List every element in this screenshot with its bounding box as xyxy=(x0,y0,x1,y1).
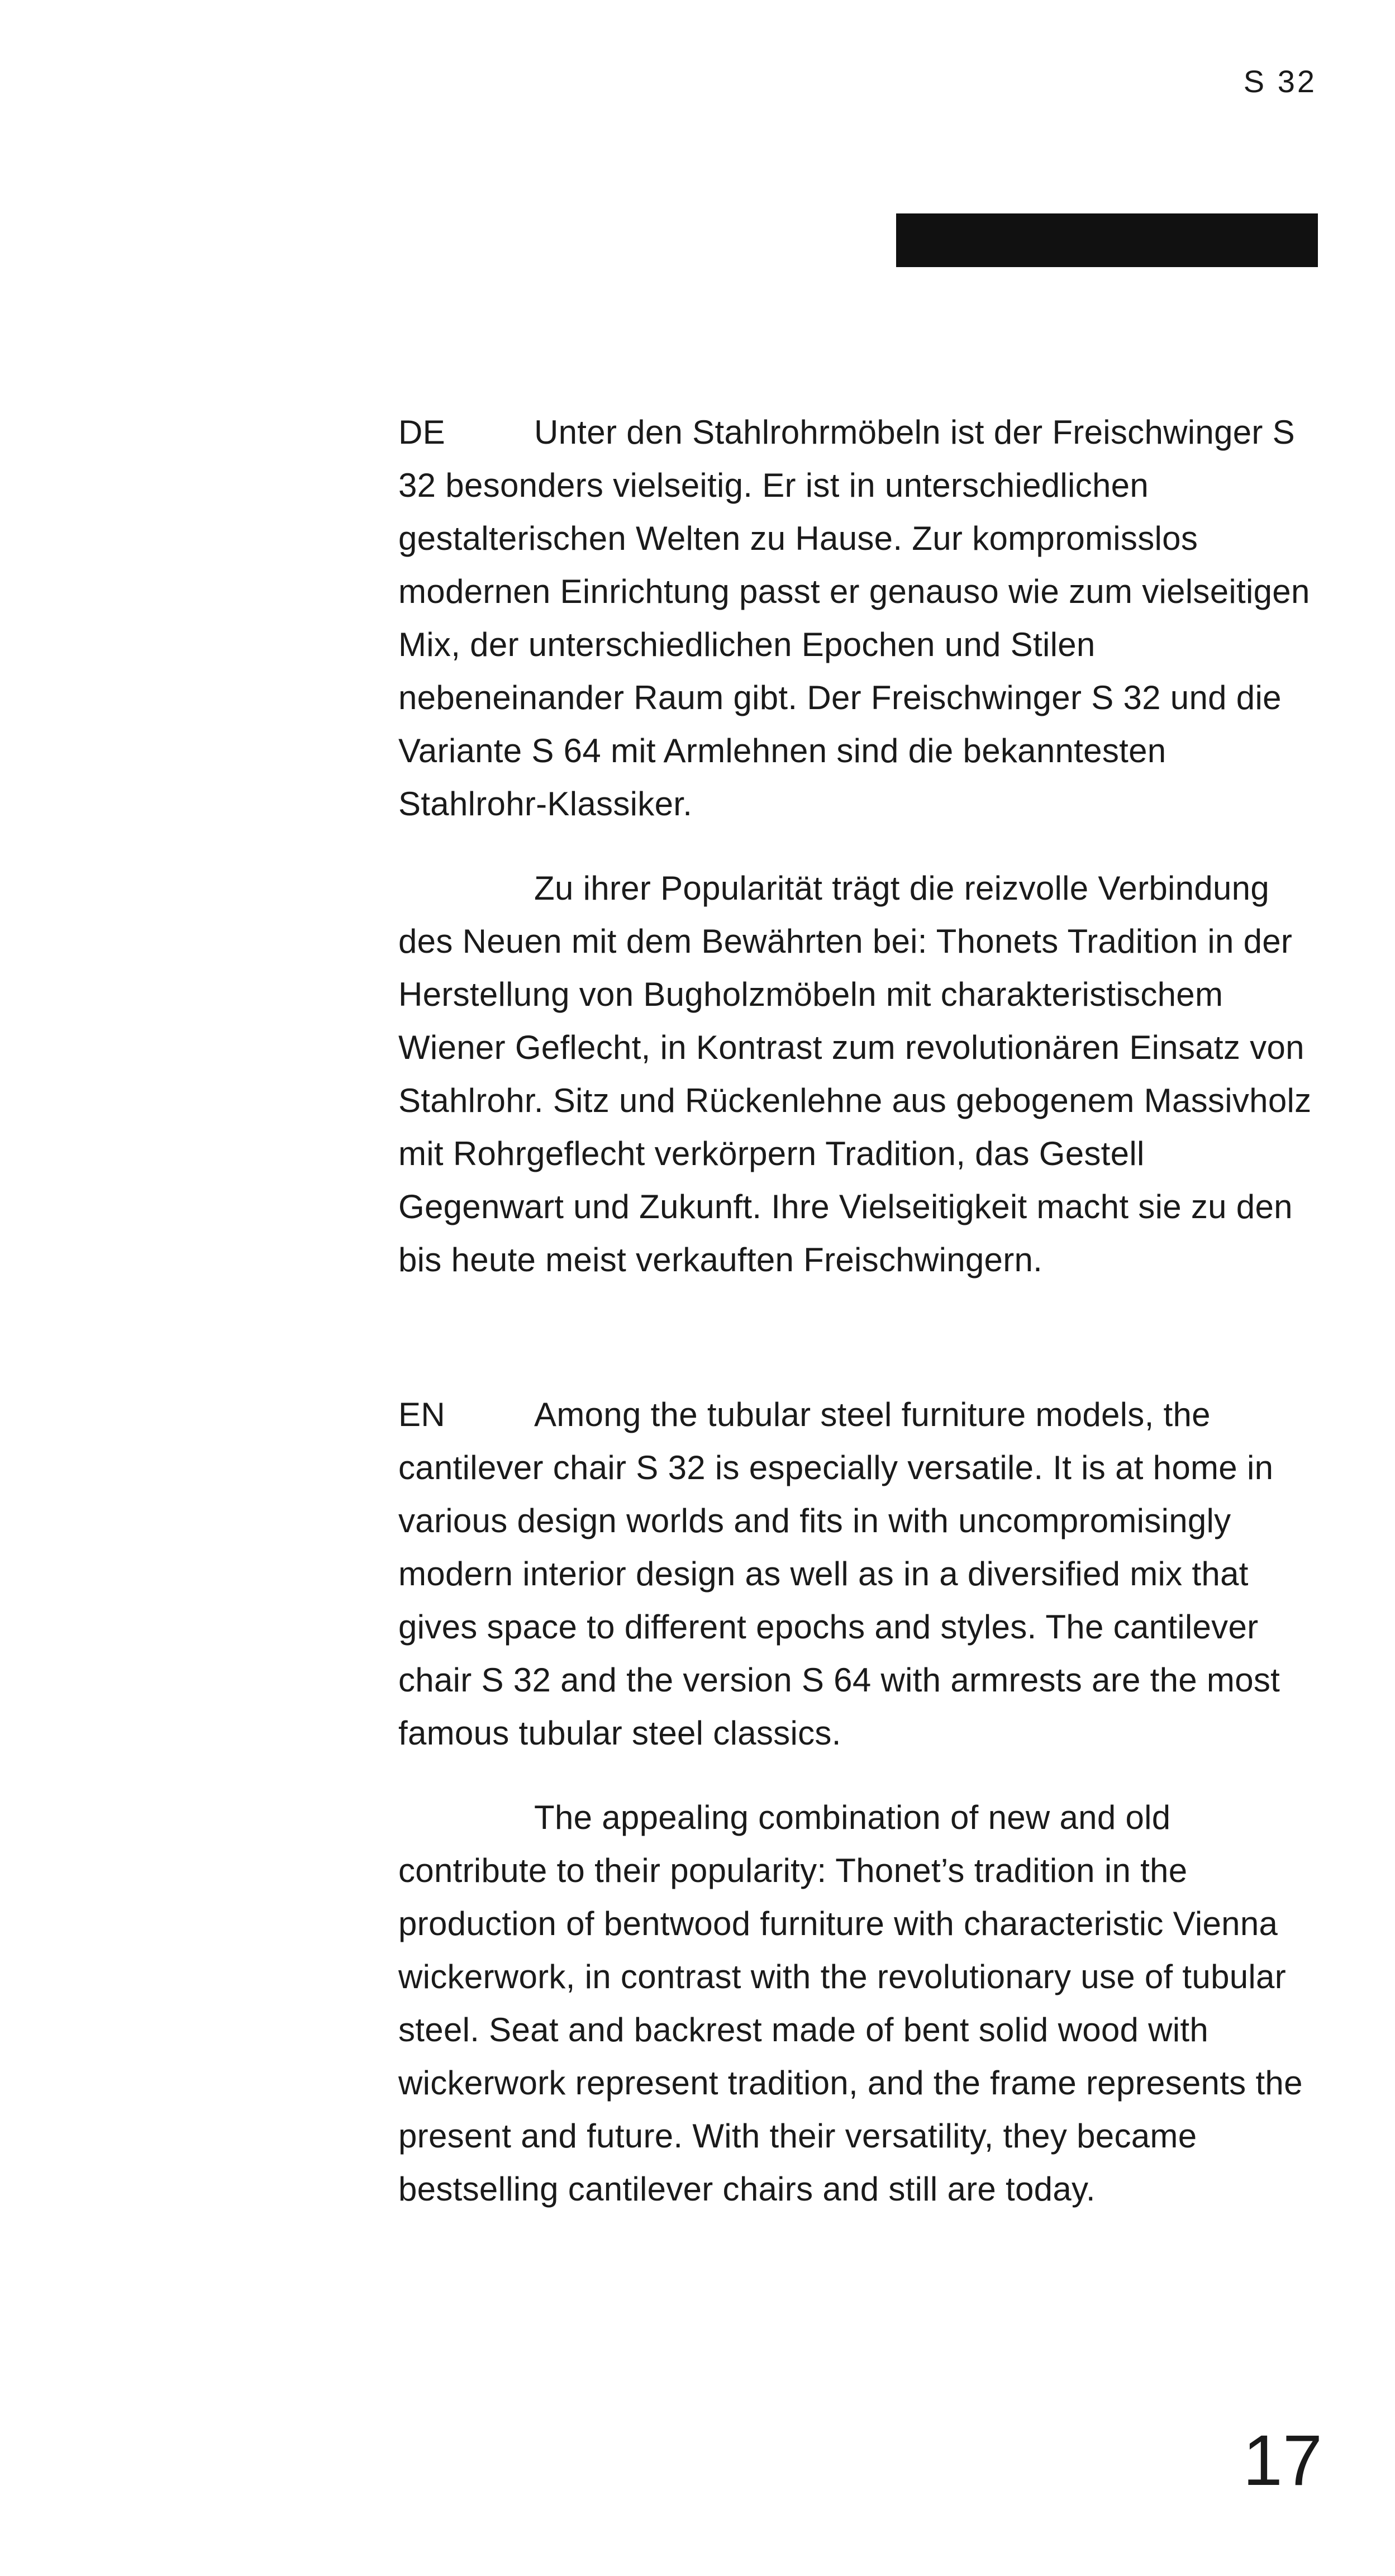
de-paragraph-1-text: Unter den Stahlrohrmöbeln ist der Freischwinger S 32 besonders vielseitig. Er ist in unterschiedlichen gestalterischen Welten zu Hause. Zur kompromisslos modernen Einrichtung passt er genauso wie zum vielseitigen Mix, der unterschiedlichen Epochen und Stilen nebeneinander Raum gibt. Der Freischwinger S 32 und die Variante S 64 mit Armlehnen sind die bekanntesten Stahlrohr-Klassiker. xyxy=(398,414,1310,823)
en-paragraph-1 xyxy=(398,1388,1317,1760)
english-text-block xyxy=(398,1388,1317,2216)
black-bar xyxy=(896,213,1318,267)
language-label-en: EN xyxy=(398,1396,445,1433)
language-label-de: DE xyxy=(398,414,445,451)
de-paragraph-2-text: Zu ihrer Popularität trägt die reizvolle Verbindung des Neuen mit dem Bewährten bei: Thonets Tradition in der Herstellung von Bugholzmöbeln mit charakteristischem Wiener Geflecht, in Kontrast zum revolutionären Einsatz von Stahlrohr. Sitz und Rückenlehne aus gebogenem Massivholz mit Rohrgeflecht verkörpern Tradition, das Gestell Gegenwart und Zukunft. Ihre Vielseitigkeit macht sie zu den bis heute meist verkauften Freischwingern. xyxy=(398,869,1312,1279)
running-head: S 32 xyxy=(1243,64,1317,99)
page-number: 17 xyxy=(1242,2421,1322,2501)
de-paragraph-1 xyxy=(398,406,1317,830)
en-paragraph-2 xyxy=(398,1791,1317,2216)
en-paragraph-2-text: The appealing combination of new and old contribute to their popularity: Thonet’s tradition in the production of bentwood furniture with characteristic Vienna wickerwork, in contrast with the revolutionary use of tubular steel. Seat and backrest made of bent solid wood with wickerwork represent tradition, and the frame represents the present and future. With their versatility, they became bestselling cantilever chairs and still are today. xyxy=(398,1799,1303,2208)
en-paragraph-1-text: Among the tubular steel furniture models, the cantilever chair S 32 is especially versatile. It is at home in various design worlds and fits in with uncompromisingly modern interior design as well as in a diversified mix that gives space to different epochs and styles. The cantilever chair S 32 and the version S 64 with armrests are the most famous tubular steel classics. xyxy=(398,1396,1280,1752)
de-paragraph-2 xyxy=(398,862,1317,1286)
german-text-block xyxy=(398,406,1317,1286)
